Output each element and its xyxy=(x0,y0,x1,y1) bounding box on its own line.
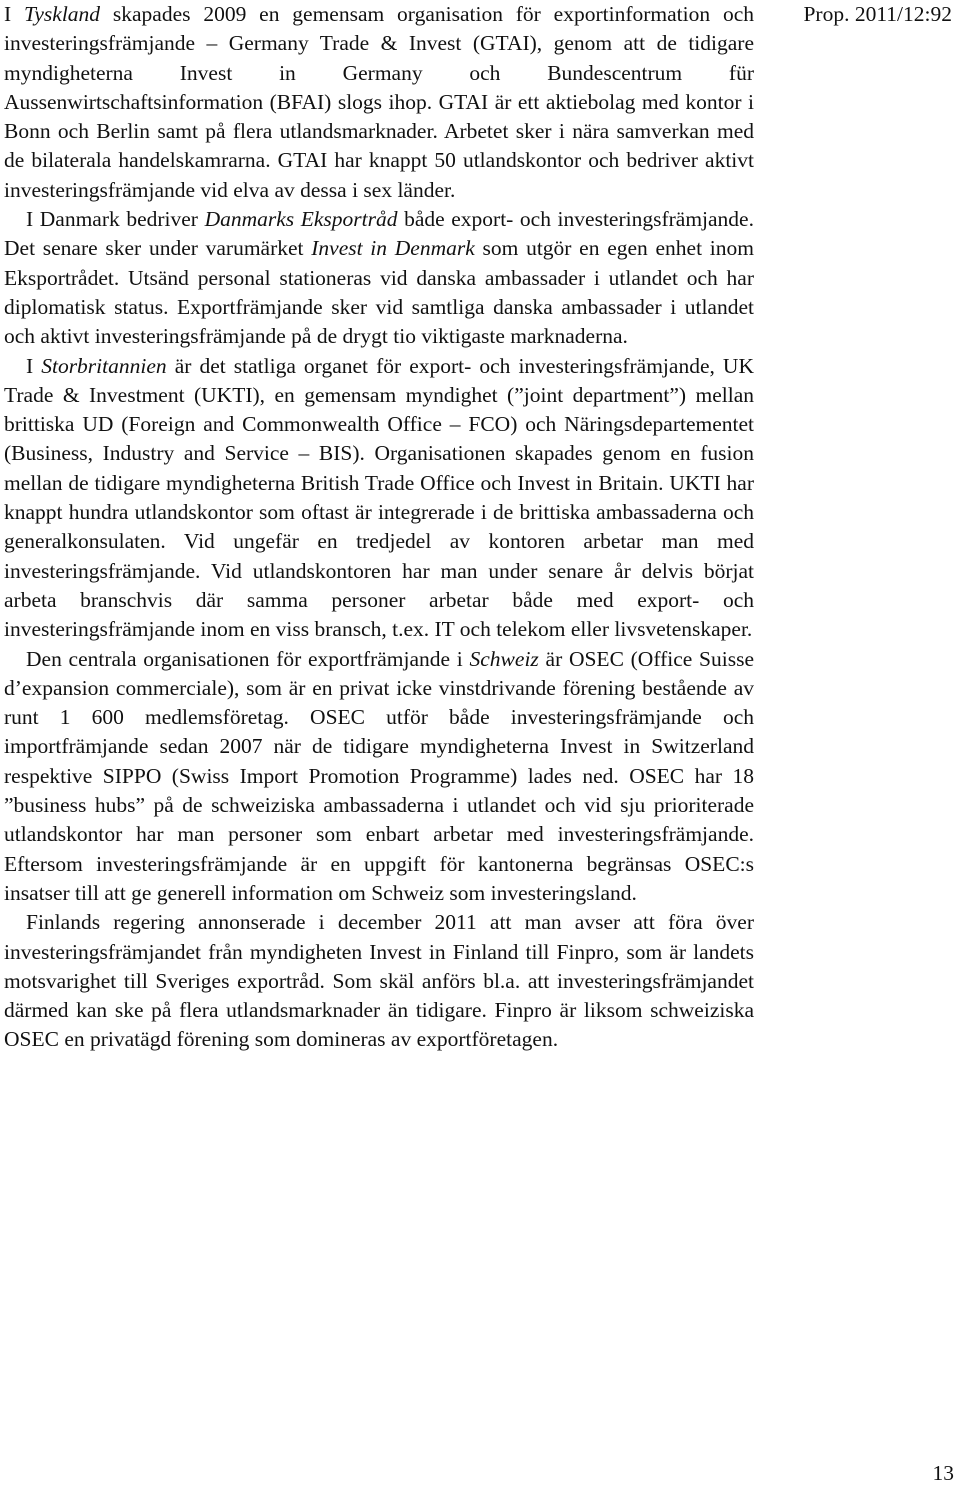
page-number: 13 xyxy=(932,1461,954,1485)
paragraph-finland xyxy=(4,908,754,1054)
paragraph-text: I xyxy=(4,2,24,26)
country-name-switzerland: Schweiz xyxy=(469,646,539,671)
paragraph-text: I xyxy=(26,353,42,378)
document-reference: Prop. 2011/12:92 xyxy=(803,2,952,26)
country-name-germany: Tyskland xyxy=(24,2,101,26)
paragraph-text: Finlands regering annonserade i december 2011 att man avser att föra över investeringsfrämjandet från myndigheten Invest in Finland till Finpro, som är landets motsvarighet till Sveriges exportråd. Som skäl anförs bl.a. att investeringsfrämjandet därmed kan ske på flera utlandsmarknader än tidigare. Finpro är liksom schweiziska OSEC en privatägd förening som domineras av exportföretagen. xyxy=(4,910,754,1052)
paragraph-uk xyxy=(4,352,754,645)
paragraph-text: är det statliga organet för export- och investeringsfrämjande, UK Trade & Investment (UKTI), en gemensam myndighet (”joint department”) mellan brittiska UD (Foreign and Commonwealth Office – FCO) och Näringsdepartementet (Business, Industry and Service – BIS). Organisationen skapades genom en fusion mellan de tidigare myndigheterna British Trade Office och Invest in Britain. UKTI har knappt hundra utlandskontor som oftast är integrerade i de brittiska ambassaderna och generalkonsulaten. Vid ungefär en tredjedel av kontoren arbetar man med investeringsfrämjande. Vid utlandskontoren har man under senare år delvis börjat arbeta branschvis där samma personer arbetar både med export- och investeringsfrämjande inom en viss bransch, t.ex. IT och telekom eller livsvetenskaper. xyxy=(4,353,754,642)
organisation-name-danish-export-council: Danmarks Eksportråd xyxy=(204,207,398,232)
paragraph-text: Den centrala organisationen för exportfrämjande i xyxy=(26,646,470,671)
paragraph-text: både export- och investeringsfrämjande. Det senare sker under varumärket xyxy=(4,207,754,261)
brand-name-invest-in-denmark: Invest in Denmark xyxy=(311,236,475,261)
paragraph-text: som utgör en egen enhet inom Eksportrådet. Utsänd personal stationeras vid danska ambassader i utlandet och har diplomatisk status. Exportfrämjande sker vid samtliga danska ambassader i utlandet och aktivt investeringsfrämjande på de drygt tio viktigaste marknaderna. xyxy=(4,236,754,349)
paragraph-text: är OSEC (Office Suisse d’expansion commerciale), som är en privat icke vinstdrivande förening bestående av runt 1 600 medlemsföretag. OSEC utför både investeringsfrämjande och importfrämjande sedan 2007 när de tidigare myndigheterna Invest in Switzerland respektive SIPPO (Swiss Import Promotion Programme) lades ned. OSEC har 18 ”business hubs” på de schweiziska ambassaderna i utlandet och vid sju prioriterade utlandskontor har man personer som enbart arbetar med investeringsfrämjande. Eftersom investeringsfrämjande är en uppgift för kantonerna begränsas OSEC:s insatser till att ge generell information om Schweiz som investeringsland. xyxy=(4,646,754,905)
paragraph-text: skapades 2009 en gemensam organisation för exportinformation och investeringsfrämjande – Germany Trade & Invest (GTAI), genom att de tidigare myndigheterna Invest in Germany och Bundescentrum für Aussenwirtschaftsinformation (BFAI) slogs ihop. GTAI är ett aktiebolag med kontor i Bonn och Berlin samt på flera utlandsmarknader. Arbetet sker i nära samverkan med de bilaterala handelskamrarna. GTAI har knappt 50 utlandskontor och bedriver aktivt investeringsfrämjande vid elva av dessa i sex länder. xyxy=(4,2,754,202)
country-name-uk: Storbritannien xyxy=(41,353,167,378)
paragraph-denmark xyxy=(4,205,754,351)
paragraph-text: I Danmark bedriver xyxy=(26,207,205,232)
document-body xyxy=(4,0,754,1055)
paragraph-germany xyxy=(4,0,754,205)
paragraph-switzerland xyxy=(4,645,754,909)
